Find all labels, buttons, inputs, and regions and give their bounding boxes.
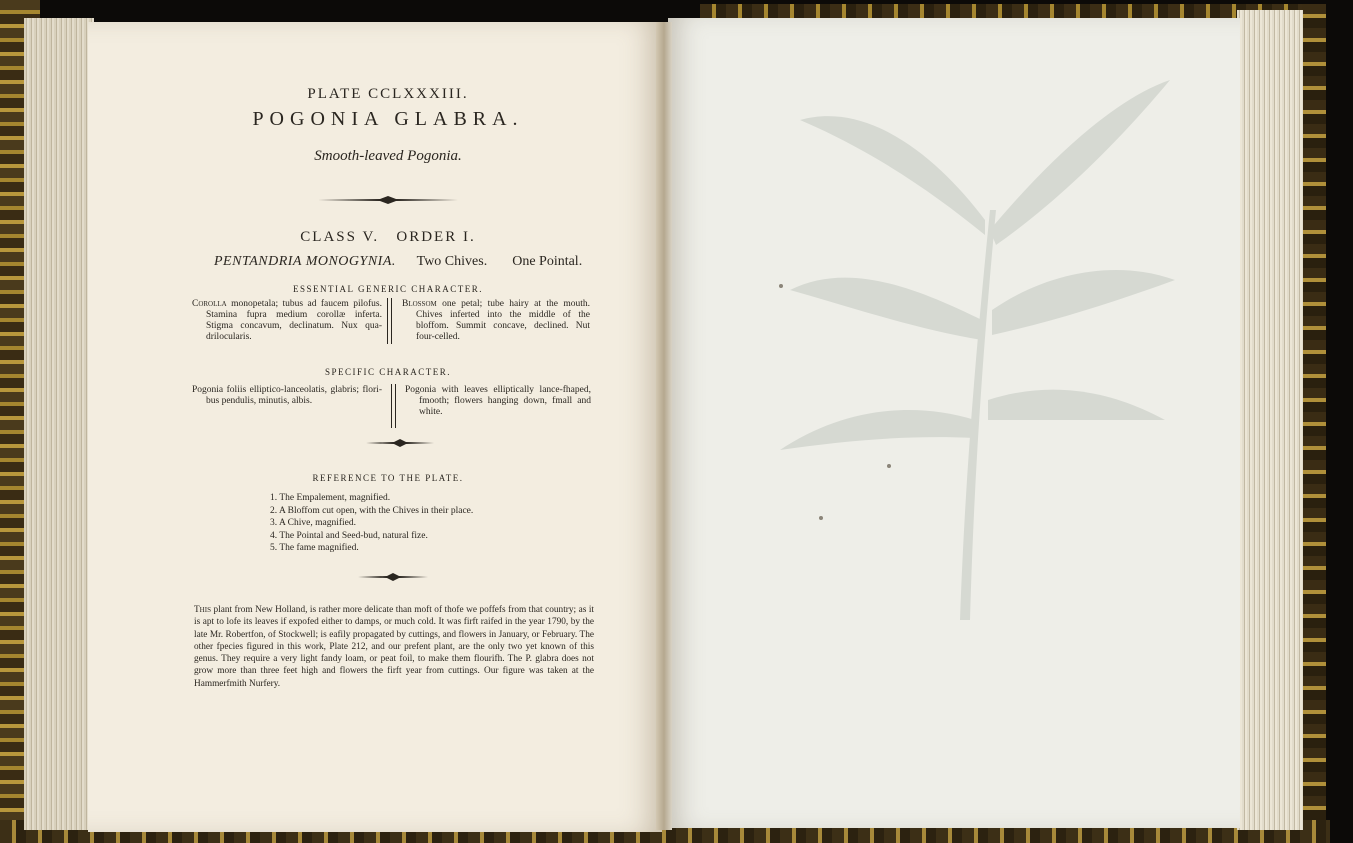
plant-show-through [760, 60, 1180, 620]
reference-list [270, 492, 473, 555]
page-speck [779, 284, 783, 288]
description-lead: This [194, 605, 211, 615]
plate-number: PLATE CCLXXXIII. [307, 86, 469, 102]
plate-subtitle: Smooth-leaved Pogonia. [314, 148, 462, 164]
top-cover-border [700, 4, 1326, 18]
ornament-divider [358, 573, 428, 581]
english-pointal: One Pointal. [512, 254, 583, 269]
ornament-divider [366, 439, 434, 447]
essential-english-text: one petal; tube hairy at the mouth. Chives inferted into the middle of the bloffom. Summit concave, declined. Nut four-celled. [416, 299, 590, 342]
description-text: plant from New Holland, is rather more delicate than moft of thofe we poffefs from that country; as it is apt to lofe its leaves if expofed either to damps, or much cold. It was firft raifed in the year 1790, by the late Mr. Robertfon, of Stockwell; is eafily propagated by cuttings, and flowers in January, or February. The other fpecies figured in this work, Plate 212, and our prefent plant, are the only two yet known of this genus. They require a very light fandy loam, or peat foil, to make them flourifh. The P. glabra does not grow more than three feet high and flowers the firft year from cuttings. Our figure was taken at the Hammerfmith Nurfery. [194, 605, 594, 689]
page-speck [887, 464, 891, 468]
class-order: CLASS V. ORDER I. [300, 229, 476, 245]
latin-class: PENTANDRIA MONOGYNIA. [214, 254, 396, 269]
essential-latin [192, 299, 382, 343]
right-cover-border [1302, 4, 1326, 838]
left-page-edges [24, 18, 94, 830]
essential-heading: ESSENTIAL GENERIC CHARACTER. [293, 284, 483, 294]
list-item: 2. A Bloffom cut open, with the Chives in their place. [270, 505, 474, 516]
essential-english-lead: Blossom [402, 299, 437, 309]
list-item: 4. The Pointal and Seed-bud, natural fize. [270, 530, 428, 541]
specific-latin: Pogonia foliis elliptico-lanceolatis, glabris; flori-bus pendulis, minutis, albis. [192, 385, 382, 406]
specific-heading: SPECIFIC CHARACTER. [324, 367, 452, 377]
plate-title: POGONIA GLABRA. [252, 108, 524, 130]
page-speck [819, 516, 823, 520]
book-gutter [656, 22, 672, 830]
description-paragraph [194, 604, 594, 690]
list-item: 3. A Chive, magnified. [270, 518, 357, 528]
essential-latin-text: monopetala; tubus ad faucem pilofus. Stamina fupra medium corollæ inferta. Stigma concavum, declinatum. Nux qua-drilocularis. [206, 299, 382, 342]
specific-english: Pogonia with leaves elliptically lance-fhaped, fmooth; flowers hanging down, fmall and white. [405, 385, 591, 417]
column-divider [387, 298, 392, 344]
english-chives: Two Chives. [416, 254, 488, 269]
list-item: 1. The Empalement, magnified. [270, 493, 391, 503]
right-page-edges [1237, 10, 1303, 830]
essential-english [402, 299, 590, 343]
list-item: 5. The fame magnified. [270, 543, 359, 553]
left-page [88, 22, 662, 832]
sexual-system-line [214, 254, 582, 270]
reference-heading: REFERENCE TO THE PLATE. [312, 473, 464, 483]
column-divider [391, 384, 396, 428]
ornament-divider [318, 196, 458, 204]
essential-latin-lead: Corolla [192, 299, 227, 309]
